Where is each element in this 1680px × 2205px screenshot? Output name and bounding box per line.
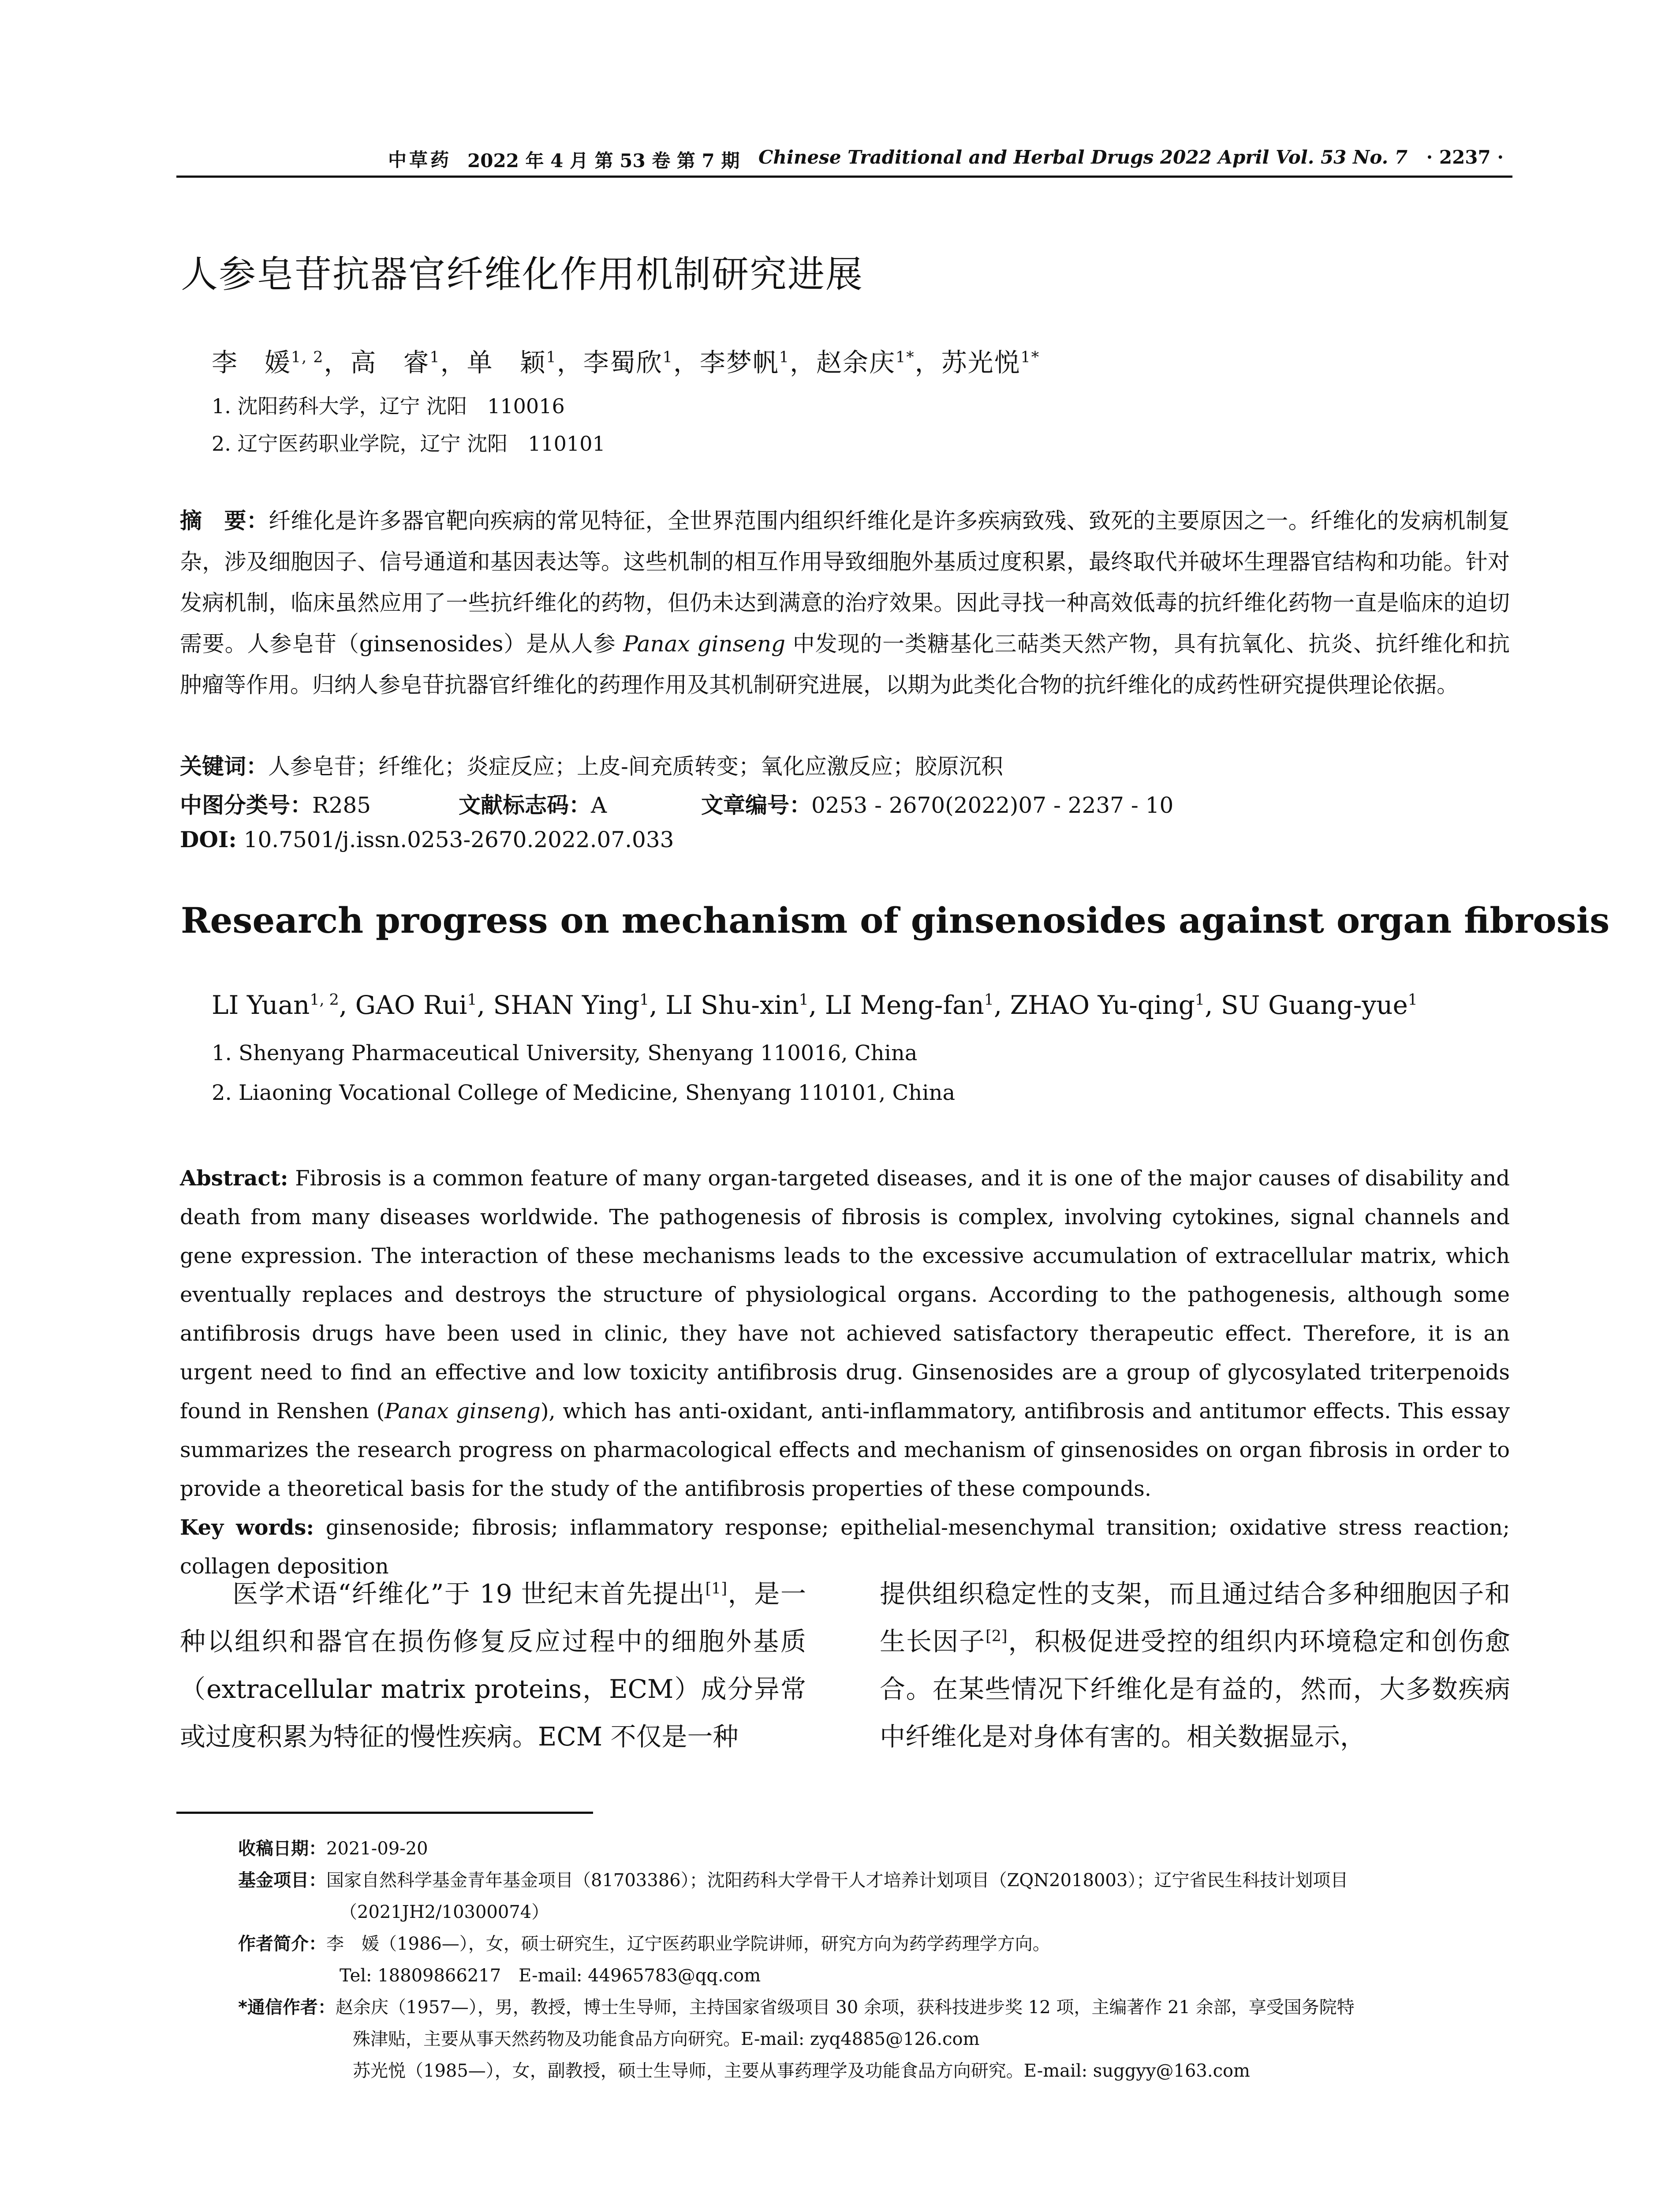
doi-label: DOI: bbox=[180, 826, 237, 852]
author-label: 作者简介： bbox=[238, 1934, 326, 1954]
author-line-1: 李 媛（1986—），女，硕士研究生，辽宁医药职业学院讲师，研究方向为药学药理学方向。 bbox=[326, 1934, 1050, 1954]
authors-cn: 李 媛$^{1, 2}$，高 睿$^1$，单 颖$^1$，李蜀欣$^1$，李梦帆$^1$，赵余庆$^{1*}$，苏光悦$^{1*}$ bbox=[212, 348, 1040, 377]
article-number bbox=[701, 788, 1173, 819]
clc-value: R285 bbox=[312, 792, 371, 818]
abstract-cn-text: 纤维化是许多器官靶向疾病的常见特征，全世界范围内组织纤维化是许多疾病致残、致死的主要原因之一。纤维化的发病机制复杂，涉及细胞因子、信号通道和基因表达等。这些机制的相互作用导致细胞外基质过度积累，最终取代并破坏生理器官结构和功能。针对发病机制，临床虽然应用了一些抗纤维化的药物，但仍未达到满意的治疗效果。因此寻找一种高效低毒的抗纤维化药物一直是临床的迫切需要。人参皂苷（ginsenosides）是从人参 Panax ginseng 中发现的一类糖基化三萜类天然产物，具有抗氧化、抗炎、抗纤维化和抗肿瘤等作用。归纳人参皂苷抗器官纤维化的药理作用及其机制研究进展，以期为此类化合物的抗纤维化的成药性研究提供理论依据。 bbox=[180, 508, 1510, 698]
affiliation-en-1: 1. Shenyang Pharmaceutical University, Shenyang 110016, China bbox=[212, 1041, 918, 1065]
body-column-left: 医学术语“纤维化”于 19 世纪末首先提出[1]，是一种以组织和器官在损伤修复反应过程中的细胞外基质（extracellular matrix proteins，ECM）成分异常或过度积累为特征的慢性疾病。ECM 不仅是一种 bbox=[180, 1579, 806, 1752]
journal-name-cn: 中草药 bbox=[388, 149, 452, 171]
doi bbox=[180, 826, 674, 852]
abstract-en-text: Fibrosis is a common feature of many organ-targeted diseases, and it is one of the major causes of disability and death from many diseases worldwide. The pathogenesis of fibrosis is complex, involving cytokines, signal channels and gene expression. The interaction of these mechanisms leads to the excessive accumulation of extracellular matrix, which eventually replaces and destroys the structure of physiological organs. According to the pathogenesis, although some antifibrosis drugs have been used in clinic, they have not achieved satisfactory therapeutic effect. Therefore, it is an urgent need to find an effective and low toxicity antifibrosis drug. Ginsenosides are a group of glycosylated triterpenoids found in Renshen (Panax ginseng), which has anti-oxidant, anti-inflammatory, antifibrosis and antitumor effects. This essay summarizes the research progress on pharmacological effects and mechanism of ginsenosides on organ fibrosis in order to provide a theoretical basis for the study of the antifibrosis properties of these compounds. bbox=[180, 1166, 1510, 1501]
running-header bbox=[176, 144, 1512, 175]
keywords-cn-label: 关键词： bbox=[180, 754, 268, 779]
corresponding-label: *通信作者： bbox=[238, 1997, 336, 2018]
keywords-en-text: ginsenoside; fibrosis; inflammatory response; epithelial-mesenchymal transition; oxidative stress reaction; collagen deposition bbox=[180, 1515, 1510, 1579]
keywords-cn bbox=[180, 749, 1003, 781]
corresponding-line-1: 赵余庆（1957—），男，教授，博士生导师，主持国家省级项目 30 余项，获科技进步奖 12 项，主编著作 21 余部，享受国务院特 bbox=[335, 1997, 1355, 2018]
received-date: 2021-09-20 bbox=[326, 1839, 428, 1859]
clc-label: 中图分类号： bbox=[180, 792, 312, 818]
article-number-value: 0253 - 2670(2022)07 - 2237 - 10 bbox=[811, 792, 1174, 818]
doi-value: 10.7501/j.issn.0253-2670.2022.07.033 bbox=[243, 827, 674, 852]
footnote-corresponding-cont: 殊津贴，主要从事天然药物及功能食品方向研究。E-mail: zyq4885@126.com bbox=[353, 2029, 980, 2049]
footnote-funding-cont: （2021JH2/10300074） bbox=[340, 1902, 549, 1922]
body-column-right: 提供组织稳定性的支架，而且通过结合多种细胞因子和生长因子[2]，积极促进受控的组织内环境稳定和创伤愈合。在某些情况下纤维化是有益的，然而，大多数疾病中纤维化是对身体有害的。相关数据显示， bbox=[880, 1579, 1510, 1752]
funding-line-1: 国家自然科学基金青年基金项目（81703386）；沈阳药科大学骨干人才培养计划项目（ZQN2018003）；辽宁省民生科技计划项目 bbox=[326, 1870, 1348, 1891]
keywords-cn-text: 人参皂苷；纤维化；炎症反应；上皮-间充质转变；氧化应激反应；胶原沉积 bbox=[268, 754, 1003, 779]
keywords-en-label: Key words: bbox=[180, 1515, 314, 1540]
footnote-author-contact: Tel: 18809866217 E-mail: 44965783@qq.com bbox=[340, 1966, 761, 1986]
footnote-author bbox=[238, 1930, 1050, 1955]
header-rule bbox=[176, 176, 1512, 178]
article-number-label: 文章编号： bbox=[701, 792, 811, 818]
issue-info-cn: 2022 年 4 月 第 53 卷 第 7 期 bbox=[467, 150, 740, 172]
doc-code-value: A bbox=[591, 792, 607, 818]
received-label: 收稿日期： bbox=[238, 1839, 326, 1859]
footnote-corresponding-2: 苏光悦（1985—），女，副教授，硕士生导师，主要从事药理学及功能食品方向研究。E-mail: suggyy@163.com bbox=[353, 2061, 1250, 2081]
affiliation-cn-1: 1. 沈阳药科大学，辽宁 沈阳 110016 bbox=[212, 394, 565, 418]
doc-code bbox=[459, 788, 607, 819]
abstract-en-label: Abstract: bbox=[180, 1166, 288, 1191]
doc-code-label: 文献标志码： bbox=[459, 792, 591, 818]
affiliation-cn-2: 2. 辽宁医药职业学院，辽宁 沈阳 110101 bbox=[212, 432, 605, 456]
footnote-funding bbox=[238, 1866, 1348, 1891]
abstract-cn bbox=[180, 501, 1510, 706]
abstract-cn-label: 摘 要： bbox=[180, 508, 269, 534]
issue-info-en: Chinese Traditional and Herbal Drugs 2022 April Vol. 53 No. 7 bbox=[758, 146, 1408, 168]
authors-en: LI Yuan$^{1, 2}$, GAO Rui$^1$, SHAN Ying$^1$, LI Shu-xin$^1$, LI Meng-fan$^1$, ZHAO Yu-qing$^1$, SU Guang-yue$^1$ bbox=[212, 990, 1418, 1020]
abstract-en bbox=[180, 1159, 1510, 1586]
affiliation-en-2: 2. Liaoning Vocational College of Medicine, Shenyang 110101, China bbox=[212, 1080, 956, 1105]
page-number: · 2237 · bbox=[1426, 146, 1504, 168]
footnote-corresponding bbox=[238, 1993, 1355, 2018]
title-cn: 人参皂苷抗器官纤维化作用机制研究进展 bbox=[181, 253, 864, 296]
footnote-rule bbox=[176, 1812, 593, 1814]
footnote-received bbox=[238, 1835, 428, 1860]
classification-row bbox=[180, 788, 371, 819]
funding-label: 基金项目： bbox=[238, 1870, 326, 1891]
title-en: Research progress on mechanism of ginsenosides against organ fibrosis bbox=[181, 900, 1610, 941]
